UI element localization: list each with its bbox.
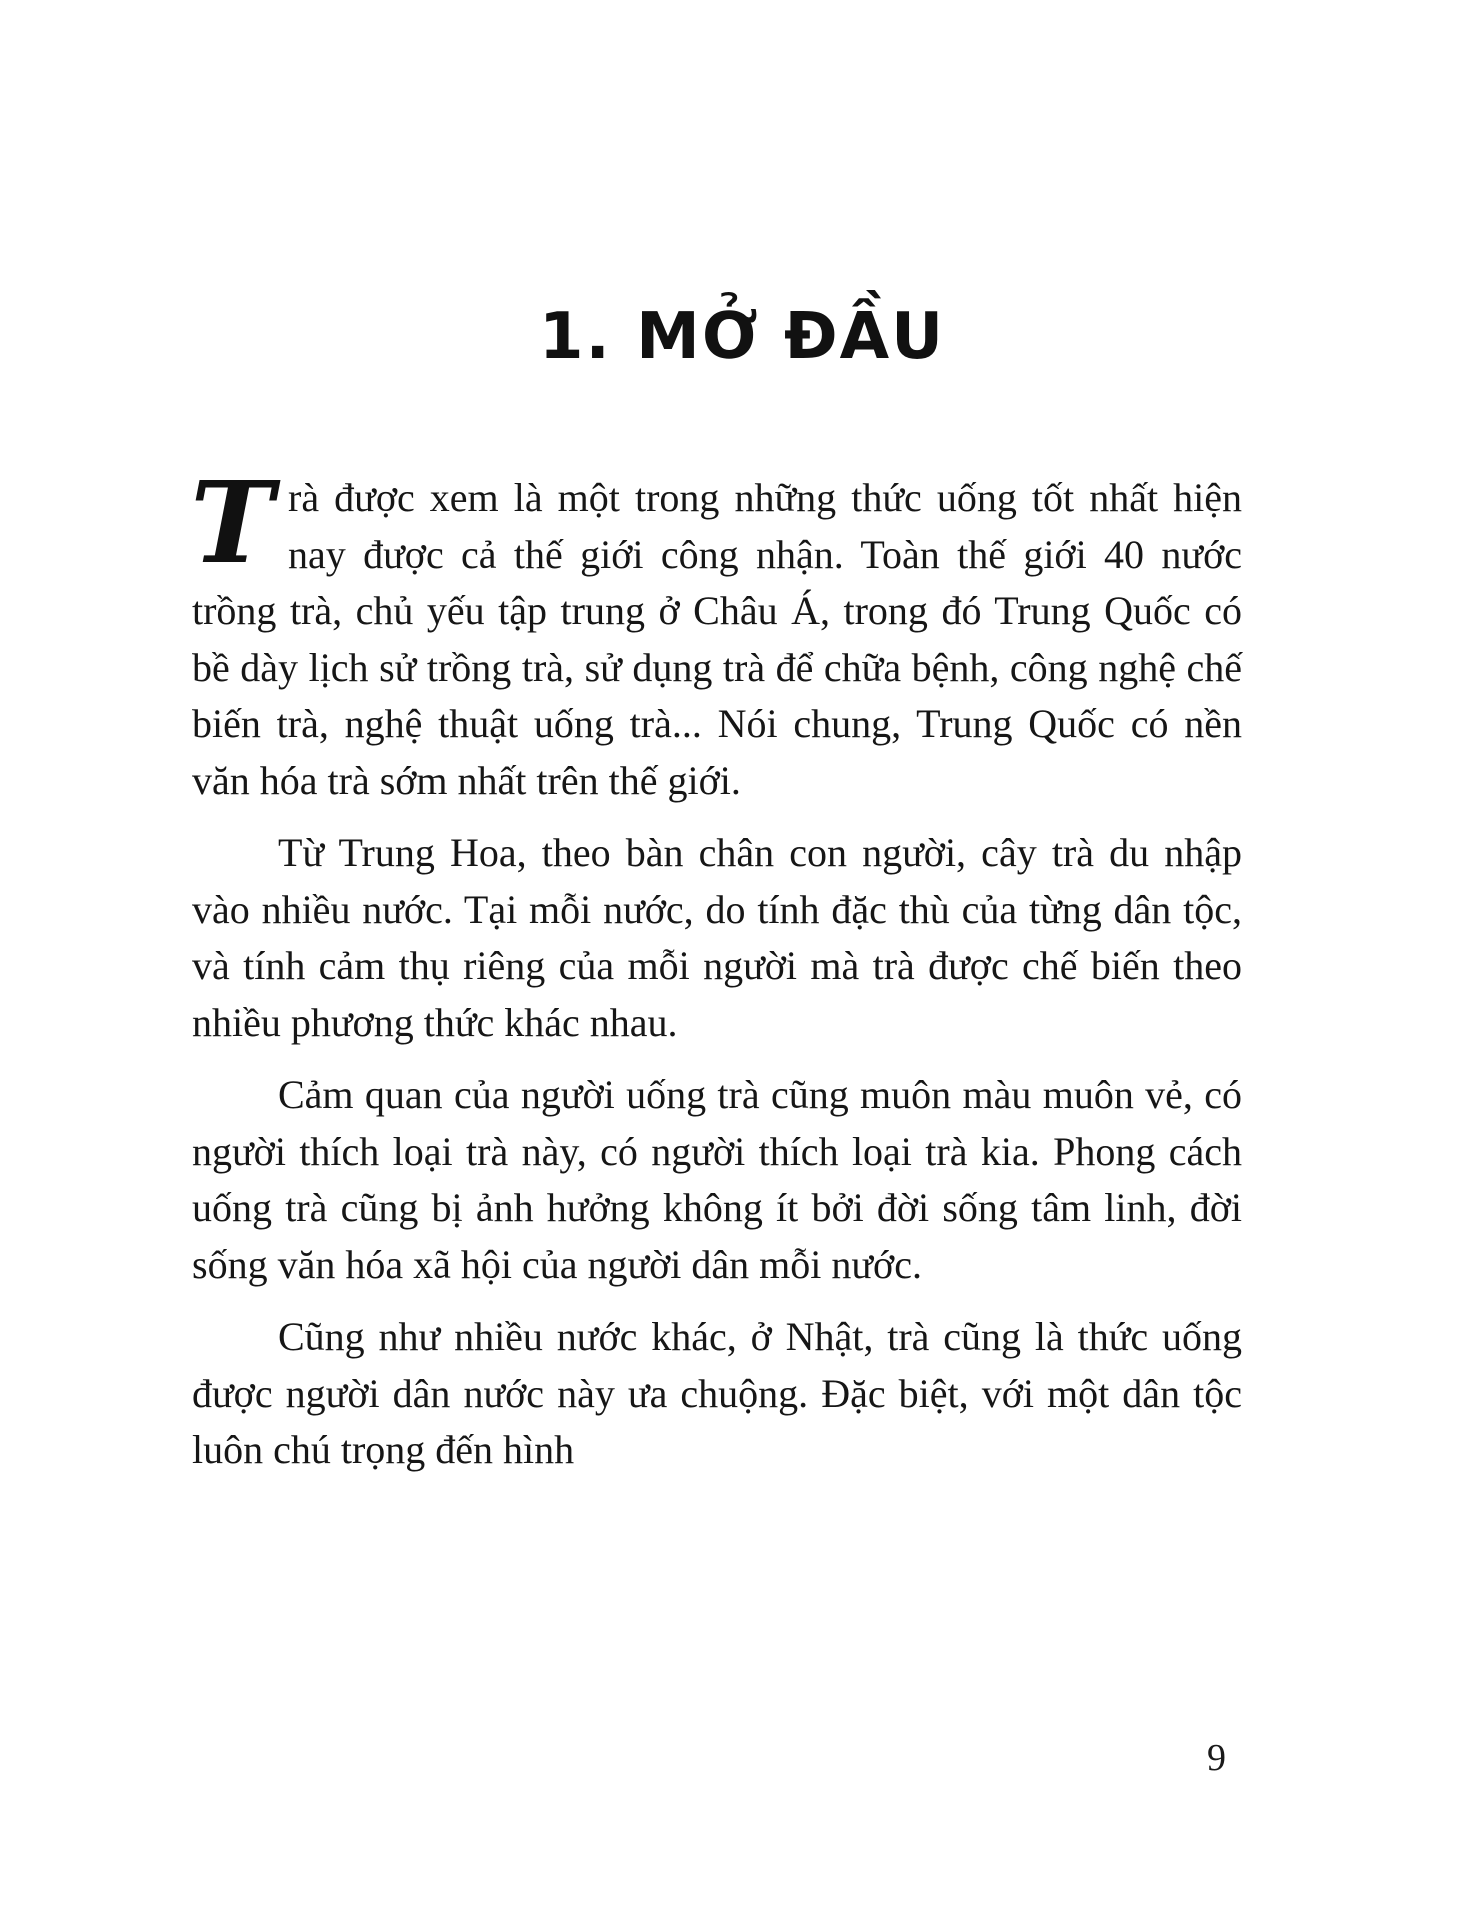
paragraph-4: Cũng như nhiều nước khác, ở Nhật, trà cũng là thức uống được người dân nước này ưa chuộng. Đặc biệt, với một dân tộc luôn chú trọng đến hình — [192, 1314, 1242, 1472]
paragraph-3: Cảm quan của người uống trà cũng muôn màu muôn vẻ, có người thích loại trà này, có người thích loại trà kia. Phong cách uống trà cũng bị ảnh hưởng không ít bởi đời sống tâm linh, đời sống văn hóa xã hội của người dân mỗi nước. — [192, 1072, 1242, 1287]
paragraph-2: Từ Trung Hoa, theo bàn chân con người, cây trà du nhập vào nhiều nước. Tại mỗi nước, do tính đặc thù của từng dân tộc, và tính cảm thụ riêng của mỗi người mà trà được chế biến theo nhiều phương thức khác nhau. — [192, 830, 1242, 1045]
drop-cap: T — [190, 458, 274, 589]
body-text — [190, 458, 1242, 1495]
paragraph-1 — [190, 458, 1242, 809]
page-number: 9 — [1207, 1737, 1226, 1779]
chapter-title: 1. MỞ ĐẦU — [538, 300, 946, 374]
paragraph-1-text: rà được xem là một trong những thức uống tốt nhất hiện nay được cả thế giới công nhận. Toàn thế giới 40 nước trồng trà, chủ yếu tập trung ở Châu Á, trong đó Trung Quốc có bề dày lịch sử trồng trà, sử dụng trà để chữa bệnh, công nghệ chế biến trà, nghệ thuật uống trà... Nói chung, Trung Quốc có nền văn hóa trà sớm nhất trên thế giới. — [192, 475, 1242, 803]
